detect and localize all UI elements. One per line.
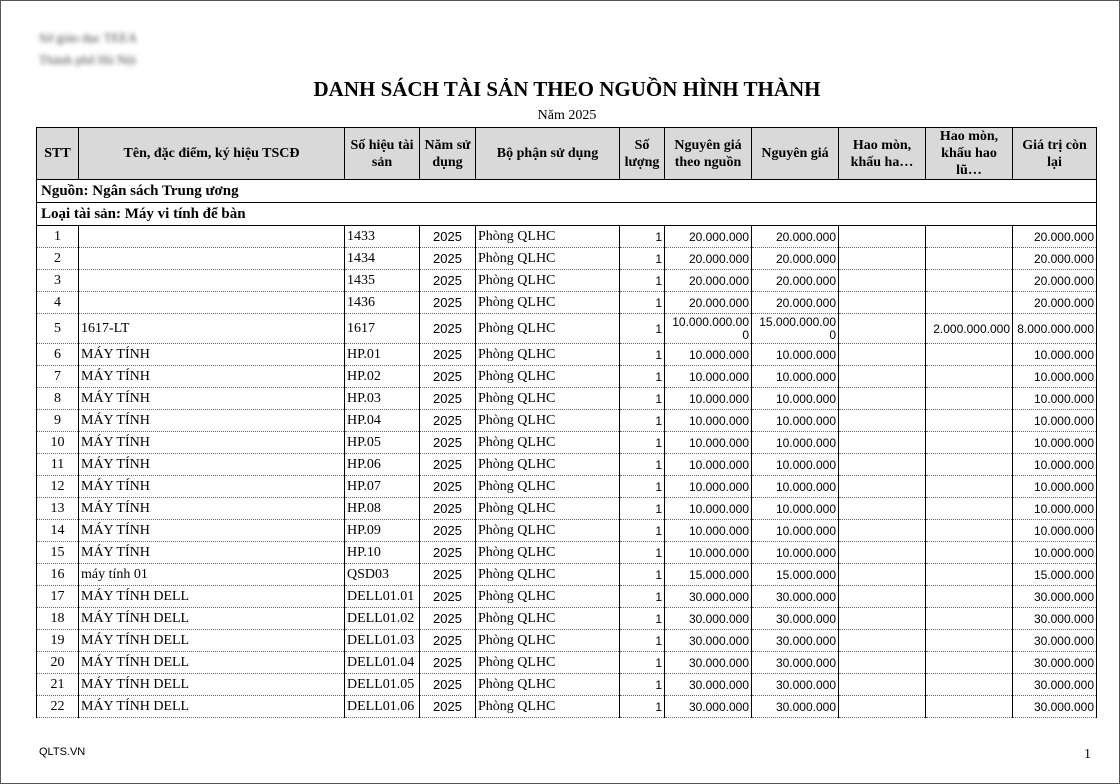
cell-dept: Phòng QLHC — [476, 292, 620, 314]
cell-remaining: 10.000.000 — [1013, 388, 1097, 410]
cell-name: MÁY TÍNH DELL — [79, 630, 345, 652]
cell-stt: 5 — [37, 314, 79, 344]
cell-code: DELL01.03 — [345, 630, 420, 652]
cell-accum-depreciation: 2.000.000.000 — [926, 314, 1013, 344]
cell-cost-source: 20.000.000 — [665, 248, 752, 270]
cell-accum-depreciation — [926, 454, 1013, 476]
cell-cost: 10.000.000 — [752, 432, 839, 454]
cell-accum-depreciation — [926, 388, 1013, 410]
cell-accum-depreciation — [926, 476, 1013, 498]
cell-qty: 1 — [620, 476, 665, 498]
organization-header — [39, 27, 137, 71]
cell-name — [79, 248, 345, 270]
cell-name: MÁY TÍNH DELL — [79, 608, 345, 630]
cell-cost-source: 10.000.000 — [665, 432, 752, 454]
group-source-label: Nguồn: Ngân sách Trung ương — [37, 180, 1097, 203]
cell-stt: 19 — [37, 630, 79, 652]
cell-code: HP.03 — [345, 388, 420, 410]
cell-name: MÁY TÍNH DELL — [79, 586, 345, 608]
group-source-row — [37, 180, 1097, 203]
cell-dept: Phòng QLHC — [476, 226, 620, 248]
cell-qty: 1 — [620, 366, 665, 388]
cell-cost: 20.000.000 — [752, 226, 839, 248]
cell-cost: 30.000.000 — [752, 608, 839, 630]
cell-dept: Phòng QLHC — [476, 652, 620, 674]
cell-accum-depreciation — [926, 498, 1013, 520]
cell-accum-depreciation — [926, 248, 1013, 270]
cell-name: MÁY TÍNH — [79, 344, 345, 366]
cell-cost-source: 20.000.000 — [665, 270, 752, 292]
cell-stt: 13 — [37, 498, 79, 520]
table-row — [37, 270, 1097, 292]
report-year: Năm 2025 — [537, 108, 597, 123]
cell-cost: 20.000.000 — [752, 292, 839, 314]
cell-cost-source: 20.000.000 — [665, 226, 752, 248]
cell-stt: 12 — [37, 476, 79, 498]
table-header-row — [37, 128, 1097, 180]
cell-year: 2025 — [420, 476, 476, 498]
group-type-row — [37, 203, 1097, 226]
cell-year: 2025 — [420, 292, 476, 314]
cell-dept: Phòng QLHC — [476, 498, 620, 520]
cell-year: 2025 — [420, 520, 476, 542]
cell-accum-depreciation — [926, 608, 1013, 630]
cell-depreciation — [839, 608, 926, 630]
cell-accum-depreciation — [926, 270, 1013, 292]
cell-year: 2025 — [420, 652, 476, 674]
cell-stt: 18 — [37, 608, 79, 630]
cell-name: 1617-LT — [79, 314, 345, 344]
cell-stt: 9 — [37, 410, 79, 432]
cell-qty: 1 — [620, 226, 665, 248]
cell-qty: 1 — [620, 652, 665, 674]
cell-cost: 20.000.000 — [752, 270, 839, 292]
cell-cost: 20.000.000 — [752, 248, 839, 270]
cell-code: HP.09 — [345, 520, 420, 542]
cell-qty: 1 — [620, 388, 665, 410]
cell-code: DELL01.06 — [345, 696, 420, 718]
cell-remaining: 8.000.000.000 — [1013, 314, 1097, 344]
cell-accum-depreciation — [926, 542, 1013, 564]
cell-code: 1617 — [345, 314, 420, 344]
cell-accum-depreciation — [926, 226, 1013, 248]
col-header-cost: Nguyên giá — [752, 128, 839, 180]
cell-depreciation — [839, 696, 926, 718]
cell-year: 2025 — [420, 454, 476, 476]
cell-name: MÁY TÍNH DELL — [79, 696, 345, 718]
cell-dept: Phòng QLHC — [476, 630, 620, 652]
cell-depreciation — [839, 542, 926, 564]
col-header-year: Năm sử dụng — [420, 128, 476, 180]
cell-qty: 1 — [620, 292, 665, 314]
cell-qty: 1 — [620, 542, 665, 564]
cell-remaining: 30.000.000 — [1013, 608, 1097, 630]
col-header-cost-source: Nguyên giá theo nguồn — [665, 128, 752, 180]
cell-cost-source: 10.000.000 — [665, 388, 752, 410]
cell-code: DELL01.02 — [345, 608, 420, 630]
cell-remaining: 30.000.000 — [1013, 586, 1097, 608]
cell-code: DELL01.01 — [345, 586, 420, 608]
cell-remaining: 30.000.000 — [1013, 696, 1097, 718]
cell-cost-source: 30.000.000 — [665, 630, 752, 652]
cell-stt: 2 — [37, 248, 79, 270]
col-header-name: Tên, đặc điểm, ký hiệu TSCĐ — [79, 128, 345, 180]
cell-cost: 10.000.000 — [752, 410, 839, 432]
col-header-stt: STT — [37, 128, 79, 180]
cell-remaining: 10.000.000 — [1013, 476, 1097, 498]
cell-year: 2025 — [420, 314, 476, 344]
table-row — [37, 388, 1097, 410]
cell-remaining: 20.000.000 — [1013, 248, 1097, 270]
cell-accum-depreciation — [926, 630, 1013, 652]
cell-name: MÁY TÍNH — [79, 366, 345, 388]
cell-remaining: 10.000.000 — [1013, 520, 1097, 542]
cell-remaining: 10.000.000 — [1013, 498, 1097, 520]
cell-qty: 1 — [620, 520, 665, 542]
cell-year: 2025 — [420, 696, 476, 718]
table-row — [37, 248, 1097, 270]
cell-cost-source: 30.000.000 — [665, 674, 752, 696]
table-row — [37, 498, 1097, 520]
cell-depreciation — [839, 630, 926, 652]
cell-dept: Phòng QLHC — [476, 476, 620, 498]
cell-stt: 11 — [37, 454, 79, 476]
cell-code: HP.01 — [345, 344, 420, 366]
cell-accum-depreciation — [926, 432, 1013, 454]
cell-accum-depreciation — [926, 696, 1013, 718]
cell-accum-depreciation — [926, 292, 1013, 314]
cell-year: 2025 — [420, 270, 476, 292]
cell-qty: 1 — [620, 432, 665, 454]
cell-qty: 1 — [620, 270, 665, 292]
cell-remaining: 10.000.000 — [1013, 344, 1097, 366]
cell-cost-source: 30.000.000 — [665, 696, 752, 718]
cell-depreciation — [839, 344, 926, 366]
cell-code: 1435 — [345, 270, 420, 292]
table-row — [37, 432, 1097, 454]
cell-qty: 1 — [620, 248, 665, 270]
cell-code: HP.07 — [345, 476, 420, 498]
cell-qty: 1 — [620, 696, 665, 718]
cell-stt: 10 — [37, 432, 79, 454]
cell-remaining: 10.000.000 — [1013, 542, 1097, 564]
table-row — [37, 564, 1097, 586]
cell-depreciation — [839, 586, 926, 608]
cell-cost-source: 10.000.000.000 — [665, 314, 752, 344]
cell-accum-depreciation — [926, 674, 1013, 696]
cell-code: HP.08 — [345, 498, 420, 520]
cell-dept: Phòng QLHC — [476, 366, 620, 388]
cell-depreciation — [839, 270, 926, 292]
cell-stt: 1 — [37, 226, 79, 248]
cell-depreciation — [839, 564, 926, 586]
cell-accum-depreciation — [926, 344, 1013, 366]
cell-dept: Phòng QLHC — [476, 608, 620, 630]
cell-remaining: 30.000.000 — [1013, 674, 1097, 696]
cell-qty: 1 — [620, 564, 665, 586]
cell-remaining: 20.000.000 — [1013, 226, 1097, 248]
org-line-1: Sở giáo dục TEEA — [39, 30, 137, 45]
cell-stt: 8 — [37, 388, 79, 410]
cell-dept: Phòng QLHC — [476, 248, 620, 270]
cell-depreciation — [839, 248, 926, 270]
cell-dept: Phòng QLHC — [476, 432, 620, 454]
cell-code: HP.04 — [345, 410, 420, 432]
report-title: DANH SÁCH TÀI SẢN THEO NGUỒN HÌNH THÀNH — [313, 77, 821, 101]
cell-cost: 10.000.000 — [752, 542, 839, 564]
cell-accum-depreciation — [926, 652, 1013, 674]
cell-cost: 10.000.000 — [752, 366, 839, 388]
cell-year: 2025 — [420, 388, 476, 410]
cell-accum-depreciation — [926, 564, 1013, 586]
cell-code: 1436 — [345, 292, 420, 314]
col-header-depreciation: Hao mòn, khấu ha… — [839, 128, 926, 180]
cell-cost: 30.000.000 — [752, 630, 839, 652]
cell-code: DELL01.04 — [345, 652, 420, 674]
cell-cost: 30.000.000 — [752, 696, 839, 718]
cell-code: HP.05 — [345, 432, 420, 454]
table-row — [37, 292, 1097, 314]
cell-depreciation — [839, 652, 926, 674]
cell-cost-source: 10.000.000 — [665, 344, 752, 366]
cell-cost-source: 30.000.000 — [665, 608, 752, 630]
cell-cost: 30.000.000 — [752, 674, 839, 696]
cell-cost: 15.000.000.000 — [752, 314, 839, 344]
cell-qty: 1 — [620, 344, 665, 366]
cell-qty: 1 — [620, 586, 665, 608]
group-type-label: Loại tài sản: Máy vi tính để bàn — [37, 203, 1097, 226]
cell-depreciation — [839, 674, 926, 696]
cell-stt: 6 — [37, 344, 79, 366]
cell-dept: Phòng QLHC — [476, 520, 620, 542]
cell-depreciation — [839, 498, 926, 520]
cell-cost-source: 10.000.000 — [665, 498, 752, 520]
cell-depreciation — [839, 314, 926, 344]
cell-year: 2025 — [420, 542, 476, 564]
cell-year: 2025 — [420, 608, 476, 630]
table-row — [37, 542, 1097, 564]
cell-code: HP.06 — [345, 454, 420, 476]
cell-name: MÁY TÍNH — [79, 498, 345, 520]
cell-depreciation — [839, 226, 926, 248]
cell-stt: 15 — [37, 542, 79, 564]
cell-cost: 30.000.000 — [752, 652, 839, 674]
cell-dept: Phòng QLHC — [476, 696, 620, 718]
cell-remaining: 30.000.000 — [1013, 630, 1097, 652]
cell-stt: 3 — [37, 270, 79, 292]
cell-year: 2025 — [420, 248, 476, 270]
cell-stt: 4 — [37, 292, 79, 314]
col-header-dept: Bộ phận sử dụng — [476, 128, 620, 180]
col-header-code: Số hiệu tài sản — [345, 128, 420, 180]
cell-stt: 22 — [37, 696, 79, 718]
cell-qty: 1 — [620, 674, 665, 696]
cell-name — [79, 292, 345, 314]
cell-name: MÁY TÍNH DELL — [79, 652, 345, 674]
cell-name: MÁY TÍNH — [79, 542, 345, 564]
cell-code: DELL01.05 — [345, 674, 420, 696]
cell-cost: 10.000.000 — [752, 498, 839, 520]
cell-depreciation — [839, 292, 926, 314]
cell-dept: Phòng QLHC — [476, 586, 620, 608]
cell-year: 2025 — [420, 586, 476, 608]
cell-dept: Phòng QLHC — [476, 564, 620, 586]
cell-depreciation — [839, 454, 926, 476]
cell-qty: 1 — [620, 314, 665, 344]
cell-qty: 1 — [620, 608, 665, 630]
cell-cost: 10.000.000 — [752, 520, 839, 542]
cell-cost-source: 10.000.000 — [665, 542, 752, 564]
cell-qty: 1 — [620, 454, 665, 476]
cell-stt: 20 — [37, 652, 79, 674]
cell-name: MÁY TÍNH — [79, 520, 345, 542]
cell-code: 1433 — [345, 226, 420, 248]
cell-year: 2025 — [420, 564, 476, 586]
cell-accum-depreciation — [926, 366, 1013, 388]
cell-name: MÁY TÍNH — [79, 388, 345, 410]
cell-name: MÁY TÍNH — [79, 432, 345, 454]
table-row — [37, 586, 1097, 608]
cell-depreciation — [839, 366, 926, 388]
cell-year: 2025 — [420, 344, 476, 366]
cell-code: HP.02 — [345, 366, 420, 388]
cell-qty: 1 — [620, 410, 665, 432]
cell-cost-source: 15.000.000 — [665, 564, 752, 586]
cell-remaining: 20.000.000 — [1013, 292, 1097, 314]
cell-cost-source: 10.000.000 — [665, 520, 752, 542]
org-line-2: Thành phố Hà Nội — [39, 52, 137, 67]
col-header-qty: Số lượng — [620, 128, 665, 180]
table-row — [37, 476, 1097, 498]
cell-dept: Phòng QLHC — [476, 388, 620, 410]
cell-dept: Phòng QLHC — [476, 674, 620, 696]
page-number: 1 — [1084, 747, 1091, 762]
cell-name: MÁY TÍNH — [79, 410, 345, 432]
table-row — [37, 344, 1097, 366]
cell-cost-source: 10.000.000 — [665, 454, 752, 476]
cell-cost: 10.000.000 — [752, 476, 839, 498]
col-header-accum-depreciation: Hao mòn, khấu hao lũ… — [926, 128, 1013, 180]
cell-year: 2025 — [420, 498, 476, 520]
cell-cost-source: 30.000.000 — [665, 652, 752, 674]
cell-stt: 17 — [37, 586, 79, 608]
table-row — [37, 410, 1097, 432]
cell-year: 2025 — [420, 366, 476, 388]
table-row — [37, 696, 1097, 718]
cell-remaining: 10.000.000 — [1013, 454, 1097, 476]
cell-year: 2025 — [420, 630, 476, 652]
cell-cost-source: 10.000.000 — [665, 410, 752, 432]
cell-accum-depreciation — [926, 520, 1013, 542]
cell-accum-depreciation — [926, 410, 1013, 432]
table-row — [37, 226, 1097, 248]
cell-depreciation — [839, 388, 926, 410]
cell-year: 2025 — [420, 410, 476, 432]
cell-name: MÁY TÍNH DELL — [79, 674, 345, 696]
table-row — [37, 314, 1097, 344]
cell-cost: 15.000.000 — [752, 564, 839, 586]
cell-depreciation — [839, 432, 926, 454]
cell-cost-source: 30.000.000 — [665, 586, 752, 608]
cell-cost: 10.000.000 — [752, 454, 839, 476]
cell-code: 1434 — [345, 248, 420, 270]
cell-stt: 7 — [37, 366, 79, 388]
cell-cost-source: 10.000.000 — [665, 366, 752, 388]
cell-year: 2025 — [420, 674, 476, 696]
cell-depreciation — [839, 476, 926, 498]
table-row — [37, 454, 1097, 476]
cell-dept: Phòng QLHC — [476, 410, 620, 432]
footer-brand: QLTS.VN — [39, 746, 86, 758]
cell-stt: 14 — [37, 520, 79, 542]
cell-name: máy tính 01 — [79, 564, 345, 586]
cell-name — [79, 226, 345, 248]
table-row — [37, 520, 1097, 542]
cell-dept: Phòng QLHC — [476, 454, 620, 476]
cell-cost-source: 10.000.000 — [665, 476, 752, 498]
cell-stt: 21 — [37, 674, 79, 696]
cell-cost: 10.000.000 — [752, 344, 839, 366]
cell-code: QSD03 — [345, 564, 420, 586]
cell-qty: 1 — [620, 498, 665, 520]
cell-remaining: 10.000.000 — [1013, 366, 1097, 388]
cell-year: 2025 — [420, 432, 476, 454]
cell-name: MÁY TÍNH — [79, 476, 345, 498]
table-row — [37, 674, 1097, 696]
cell-remaining: 15.000.000 — [1013, 564, 1097, 586]
asset-table — [36, 127, 1097, 718]
cell-depreciation — [839, 410, 926, 432]
cell-remaining: 10.000.000 — [1013, 410, 1097, 432]
table-row — [37, 652, 1097, 674]
cell-cost: 10.000.000 — [752, 388, 839, 410]
cell-name — [79, 270, 345, 292]
cell-cost-source: 20.000.000 — [665, 292, 752, 314]
cell-remaining: 20.000.000 — [1013, 270, 1097, 292]
cell-remaining: 10.000.000 — [1013, 432, 1097, 454]
cell-remaining: 30.000.000 — [1013, 652, 1097, 674]
cell-name: MÁY TÍNH — [79, 454, 345, 476]
cell-depreciation — [839, 520, 926, 542]
cell-year: 2025 — [420, 226, 476, 248]
cell-dept: Phòng QLHC — [476, 314, 620, 344]
col-header-remaining: Giá trị còn lại — [1013, 128, 1097, 180]
cell-stt: 16 — [37, 564, 79, 586]
cell-qty: 1 — [620, 630, 665, 652]
cell-accum-depreciation — [926, 586, 1013, 608]
cell-dept: Phòng QLHC — [476, 542, 620, 564]
cell-cost: 30.000.000 — [752, 586, 839, 608]
table-row — [37, 608, 1097, 630]
table-row — [37, 630, 1097, 652]
cell-code: HP.10 — [345, 542, 420, 564]
table-row — [37, 366, 1097, 388]
cell-dept: Phòng QLHC — [476, 344, 620, 366]
cell-dept: Phòng QLHC — [476, 270, 620, 292]
